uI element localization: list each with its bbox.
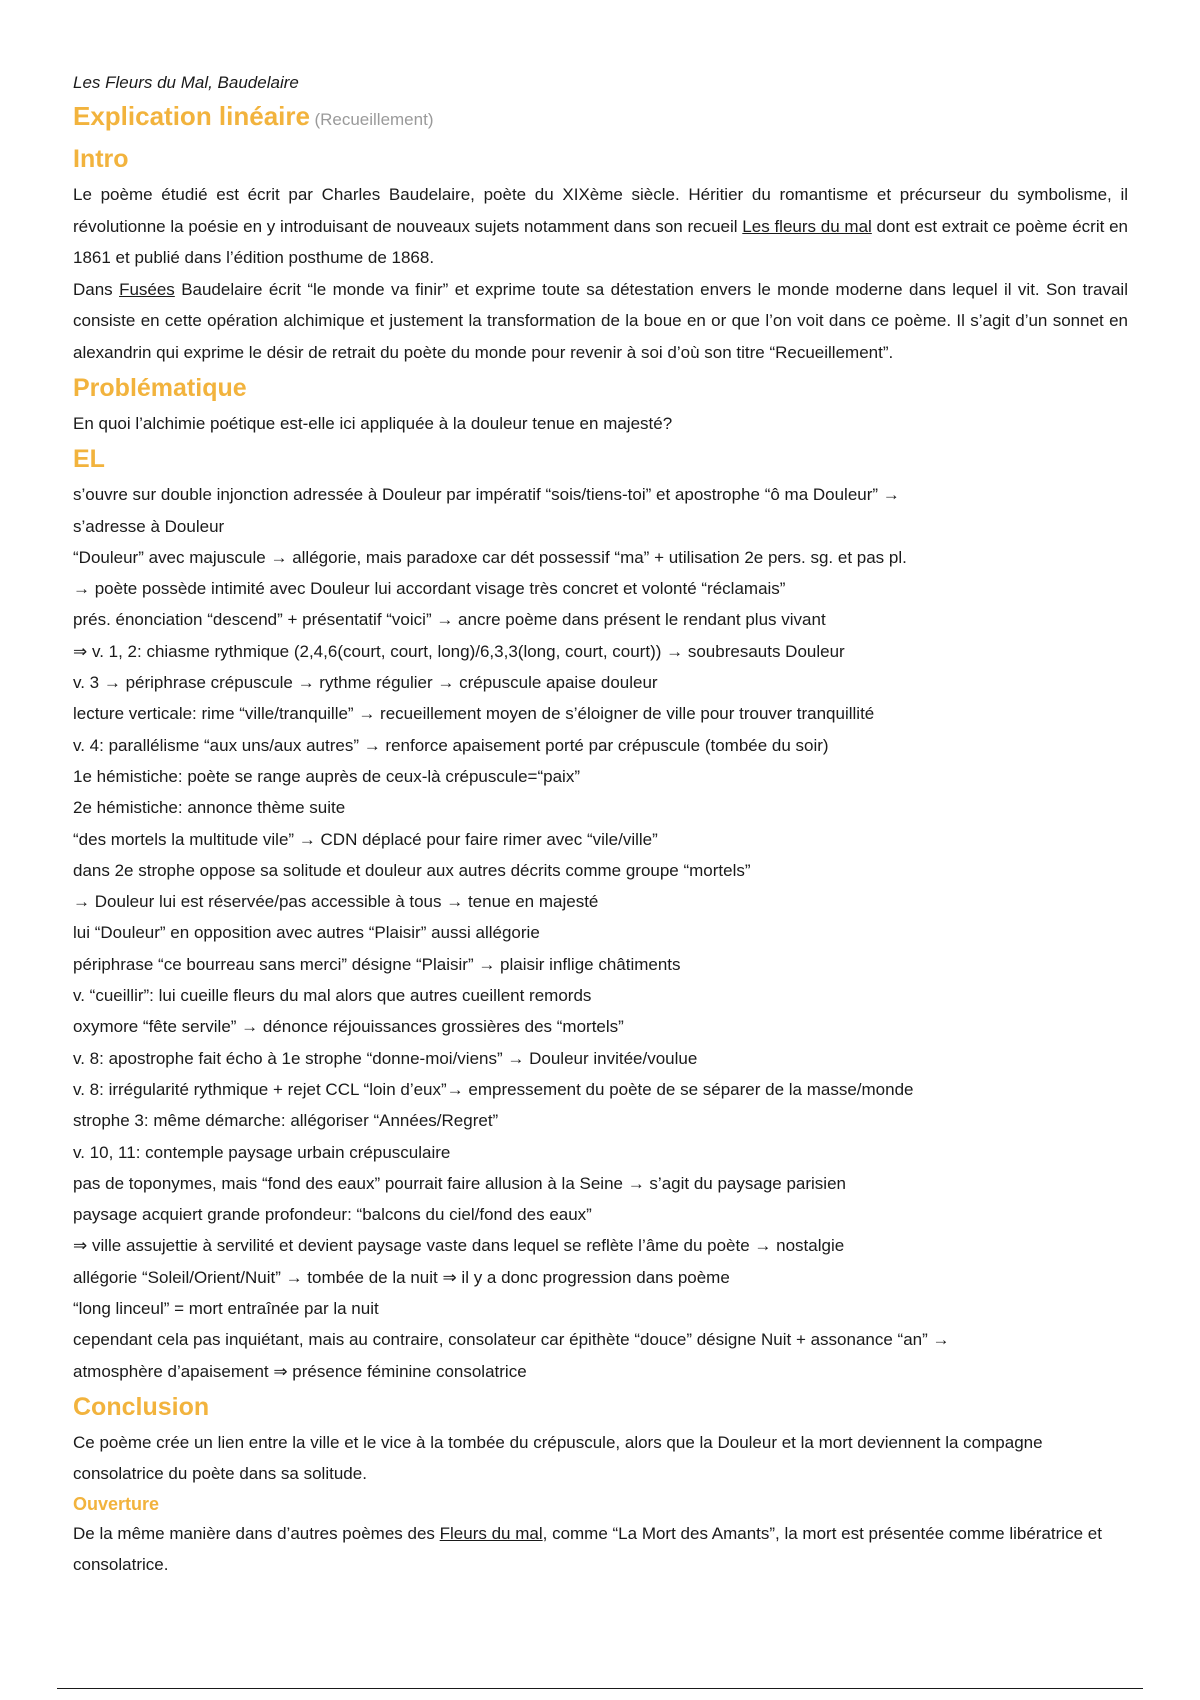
intro-p2-underlined-title: Fusées [119, 279, 175, 299]
el-line: s’adresse à Douleur [73, 516, 225, 536]
el-line: “des mortels la multitude vile” → CDN déplacé pour faire rimer avec “vile/ville” [73, 829, 658, 849]
el-line: ⇒ v. 1, 2: chiasme rythmique (2,4,6(court, court, long)/6,3,3(long, court, court)) → soubresauts Douleur [73, 641, 845, 661]
el-line: oxymore “fête servile” → dénonce réjouissances grossières des “mortels” [73, 1017, 624, 1037]
el-line: v. 3 → périphrase crépuscule → rythme régulier → crépuscule apaise douleur [73, 673, 658, 693]
ouverture-text-b: , comme “La Mort des Amants”, la mort est présentée comme libératrice et consolatrice. [73, 1523, 1102, 1575]
ouverture-underlined-title: Fleurs du mal [439, 1523, 543, 1543]
ouverture-text-a: De la même manière dans d’autres poèmes des [73, 1523, 440, 1543]
el-line: s’ouvre sur double injonction adressée à Douleur par impératif “sois/tiens-toi” et apostrophe “ô ma Douleur” → [73, 485, 900, 505]
el-line: v. 4: parallélisme “aux uns/aux autres” → renforce apaisement porté par crépuscule (tombée du soir) [73, 735, 829, 755]
el-line: “long linceul” = mort entraînée par la nuit [73, 1299, 379, 1319]
el-line: pas de toponymes, mais “fond des eaux” pourrait faire allusion à la Seine → s’agit du paysage parisien [73, 1173, 846, 1193]
el-line: paysage acquiert grande profondeur: “balcons du ciel/fond des eaux” [73, 1205, 592, 1225]
el-heading: EL [73, 445, 105, 474]
title-subtitle: (Recueillement) [314, 110, 434, 129]
intro-p1-text-b: dont est extrait ce poème écrit en 1861 et publié dans l’édition posthume de 1868. [73, 216, 1128, 267]
el-line: → Douleur lui est réservée/pas accessible à tous → tenue en majesté [73, 892, 599, 912]
el-line: ⇒ ville assujettie à servilité et devient paysage vaste dans lequel se reflète l’âme du poète → nostalgie [73, 1236, 845, 1256]
el-line: 2e hémistiche: annonce thème suite [73, 798, 346, 818]
el-line: v. “cueillir”: lui cueille fleurs du mal alors que autres cueillent remords [73, 986, 592, 1006]
document-page [73, 72, 1128, 1581]
intro-p2-text-a: Dans [73, 279, 120, 299]
intro-p2-text-b: Baudelaire écrit “le monde va finir” et exprime toute sa détestation envers le monde moderne dans lequel il vit. Son travail consiste en cette opération alchimique et justement la transformation de la boue en or que l’on voit dans ce poème. Il s’agit d’un sonnet en alexandrin qui exprime le désir de retrait du poète du monde pour revenir à soi d’où son titre “Recueillement”. [73, 279, 1128, 362]
bottom-divider [57, 1688, 1143, 1689]
el-line: “Douleur” avec majuscule → allégorie, mais paradoxe car dét possessif “ma” + utilisation 2e pers. sg. et pas pl. [73, 547, 907, 567]
el-line: v. 10, 11: contemple paysage urbain crépusculaire [73, 1142, 451, 1162]
intro-paragraph-2 [73, 274, 1128, 369]
el-line: 1e hémistiche: poète se range auprès de ceux-là crépuscule=“paix” [73, 766, 580, 786]
ouverture-heading: Ouverture [73, 1493, 160, 1514]
intro-paragraph-1 [73, 179, 1128, 274]
intro-p1-text-a: Le poème étudié est écrit par Charles Baudelaire, poète du XIXème siècle. Héritier du romantisme et précurseur du symbolisme, il révolutionne la poésie en y introduisant de nouveaux sujets notamment dans son recueil [73, 185, 1128, 236]
title-text: Explication linéaire [73, 101, 310, 131]
el-line: v. 8: irrégularité rythmique + rejet CCL “loin d’eux”→ empressement du poète de se séparer de la masse/monde [73, 1079, 914, 1099]
el-line: allégorie “Soleil/Orient/Nuit” → tombée de la nuit ⇒ il y a donc progression dans poème [73, 1267, 730, 1287]
problematique-heading: Problématique [73, 374, 247, 402]
el-line: v. 8: apostrophe fait écho à 1e strophe “donne-moi/viens” → Douleur invitée/voulue [73, 1048, 698, 1068]
problematique-text: En quoi l’alchimie poétique est-elle ici appliquée à la douleur tenue en majesté? [73, 414, 673, 433]
page-title [73, 100, 1128, 137]
el-line: lui “Douleur” en opposition avec autres “Plaisir” aussi allégorie [73, 923, 540, 943]
el-line: prés. énonciation “descend” + présentatif “voici” → ancre poème dans présent le rendant plus vivant [73, 610, 826, 630]
conclusion-heading: Conclusion [73, 1392, 210, 1421]
el-line: dans 2e strophe oppose sa solitude et douleur aux autres décrits comme groupe “mortels” [73, 860, 751, 880]
el-line: cependant cela pas inquiétant, mais au contraire, consolateur car épithète “douce” désigne Nuit + assonance “an” → [73, 1330, 950, 1350]
source-reference: Les Fleurs du Mal, Baudelaire [73, 73, 299, 92]
intro-heading: Intro [73, 145, 129, 173]
el-line: atmosphère d’apaisement ⇒ présence féminine consolatrice [73, 1361, 527, 1381]
ouverture-text [73, 1518, 1128, 1581]
el-line: périphrase “ce bourreau sans merci” désigne “Plaisir” → plaisir inflige châtiments [73, 954, 681, 974]
el-lines [73, 479, 1128, 1387]
intro-p1-underlined-title: Les fleurs du mal [742, 216, 872, 236]
el-line: → poète possède intimité avec Douleur lui accordant visage très concret et volonté “réclamais” [73, 579, 786, 599]
conclusion-text: Ce poème crée un lien entre la ville et le vice à la tombée du crépuscule, alors que la Douleur et la mort deviennent la compagne consolatrice du poète dans sa solitude. [73, 1432, 1043, 1484]
el-line: strophe 3: même démarche: allégoriser “Années/Regret” [73, 1111, 499, 1131]
el-line: lecture verticale: rime “ville/tranquille” → recueillement moyen de s’éloigner de ville pour trouver tranquillité [73, 704, 875, 724]
